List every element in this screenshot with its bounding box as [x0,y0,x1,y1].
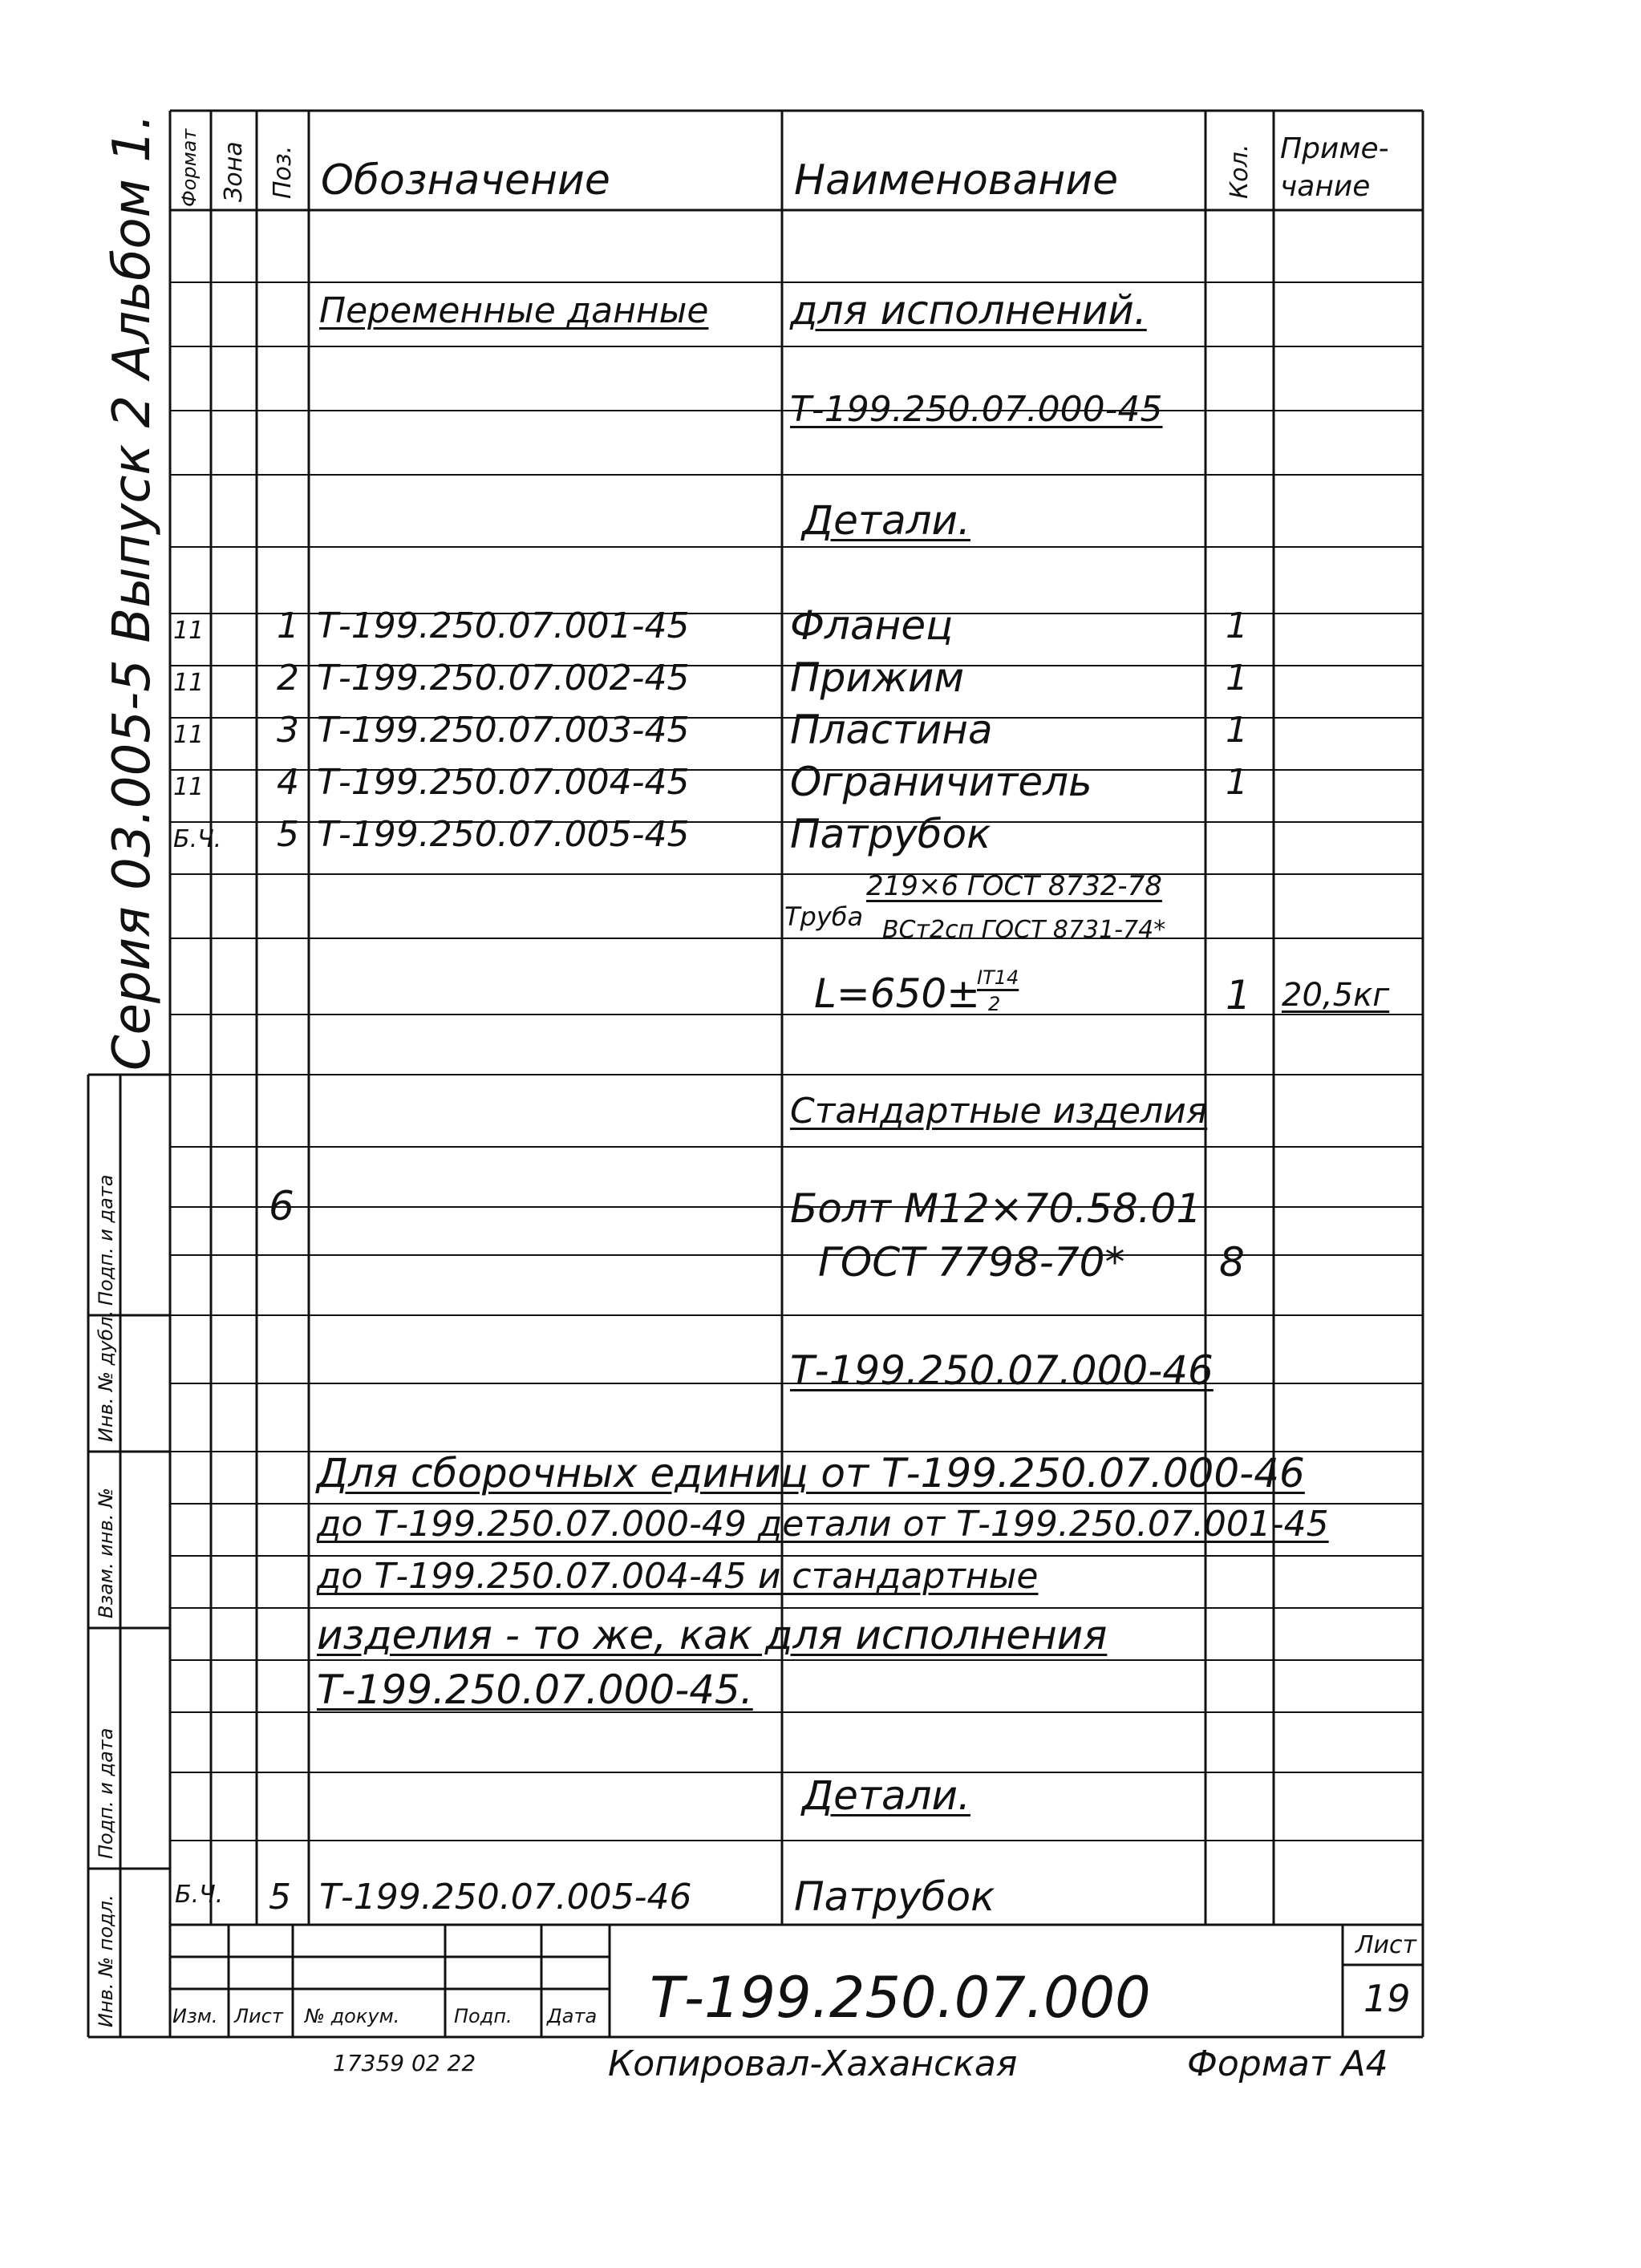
row-name: Фланец [790,602,954,649]
header-name: Наименование [794,156,1119,205]
note-line-1: Для сборочных единиц от Т-199.250.07.000-46 [317,1450,1305,1496]
row-qty: 1 [1226,658,1248,699]
row-designation: Т-199.250.07.004-45 [317,762,690,803]
stamp-vzam-inv: Взам. инв. № [95,1488,117,1618]
last-row-pos: 5 [269,1877,291,1918]
bolt-name-2: ГОСТ 7798-70* [818,1239,1125,1286]
pipe-denominator: ВСт2сп ГОСТ 8731-74* [882,916,1166,944]
section-variable-right: для исполнений. [790,287,1147,334]
last-row-name: Патрубок [794,1873,995,1920]
row-name: Ограничитель [790,759,1092,805]
row-qty: 1 [1226,605,1248,646]
tb-izm: Изм. [172,2005,218,2027]
row-qty: 1 [1226,762,1248,803]
row-format: 11 [173,773,205,801]
footer-center: Копировал-Хаханская [608,2043,1018,2084]
bolt-qty: 8 [1219,1239,1245,1286]
row-format: 11 [173,617,205,645]
tb-sheet-num: 19 [1363,1977,1411,2020]
header-pos: Поз. [269,145,297,199]
section-variant-46: Т-199.250.07.000-46 [790,1347,1214,1394]
stamp-inv-dubl: Инв. № дубл. [95,1310,117,1442]
row-format: 11 [173,721,205,749]
header-designation: Обозначение [321,156,610,205]
row-pos: 3 [277,710,299,751]
stamp-podp-data-2: Подп. и дата [95,1174,117,1306]
section-variable-left: Переменные данные [319,290,709,331]
tb-sheet-label: Лист [1355,1931,1417,1959]
row-pos: 5 [277,814,299,855]
footer-left: 17359 02 22 [333,2050,476,2076]
header-format: Формат [178,128,201,207]
row-designation: Т-199.250.07.005-45 [317,814,690,855]
header-note-1: Приме- [1280,132,1389,165]
section-details-1: Детали. [802,497,970,544]
row-designation: Т-199.250.07.003-45 [317,710,690,751]
row-pos: 2 [277,658,299,699]
row-pos: 4 [277,762,299,803]
note-line-3: до Т-199.250.07.004-45 и стандартные [317,1556,1039,1597]
row-name: Прижим [790,654,965,701]
tb-sign: Подп. [454,2005,513,2027]
row-format: 11 [173,669,205,697]
note-line-4: изделия - то же, как для исполнения [317,1612,1108,1658]
bolt-name-1: Болт М12×70.58.01 [790,1185,1202,1232]
row-designation: Т-199.250.07.002-45 [317,658,690,699]
row-format: Б.Ч. [173,825,222,853]
note-line-5: Т-199.250.07.000-45. [317,1667,753,1713]
pipe-frac-num: IT14 [977,966,1019,989]
footer-right: Формат А4 [1187,2043,1388,2084]
header-zone: Зона [220,141,248,202]
section-details-2: Детали. [802,1772,970,1819]
pipe-length: L=650± [814,970,981,1017]
row-name: Патрубок [790,811,991,857]
section-variant-45: Т-199.250.07.000-45 [790,389,1163,430]
tb-list: Лист [234,2005,283,2027]
section-standard: Стандартные изделия [790,1091,1208,1132]
pipe-prefix: Труба [784,901,864,932]
row-designation: Т-199.250.07.001-45 [317,605,690,646]
pipe-note: 20,5кг [1282,977,1390,1014]
stamp-podp-data-1: Подп. и дата [95,1727,117,1859]
series-side-label: Серия 03.005-5 Выпуск 2 Альбом 1. [103,113,162,1071]
bolt-pos: 6 [269,1183,294,1229]
pipe-qty: 1 [1226,972,1251,1019]
row-qty: 1 [1226,710,1248,751]
tb-code: Т-199.250.07.000 [650,1965,1151,2031]
header-note-2: чание [1280,170,1371,203]
tb-doc: № докум. [305,2005,400,2027]
row-pos: 1 [277,605,299,646]
note-line-2: до Т-199.250.07.000-49 детали от Т-199.250.07.001-45 [317,1504,1329,1545]
pipe-numerator: 219×6 ГОСТ 8732-78 [866,870,1162,902]
header-qty: Кол. [1226,144,1254,199]
stamp-inv-podl: Инв. № подл. [95,1894,117,2027]
last-row-designation: Т-199.250.07.005-46 [319,1877,692,1918]
tb-date: Дата [547,2005,598,2027]
pipe-frac-den: 2 [988,993,1001,1015]
last-row-format: Б.Ч. [175,1881,224,1909]
row-name: Пластина [790,707,993,753]
